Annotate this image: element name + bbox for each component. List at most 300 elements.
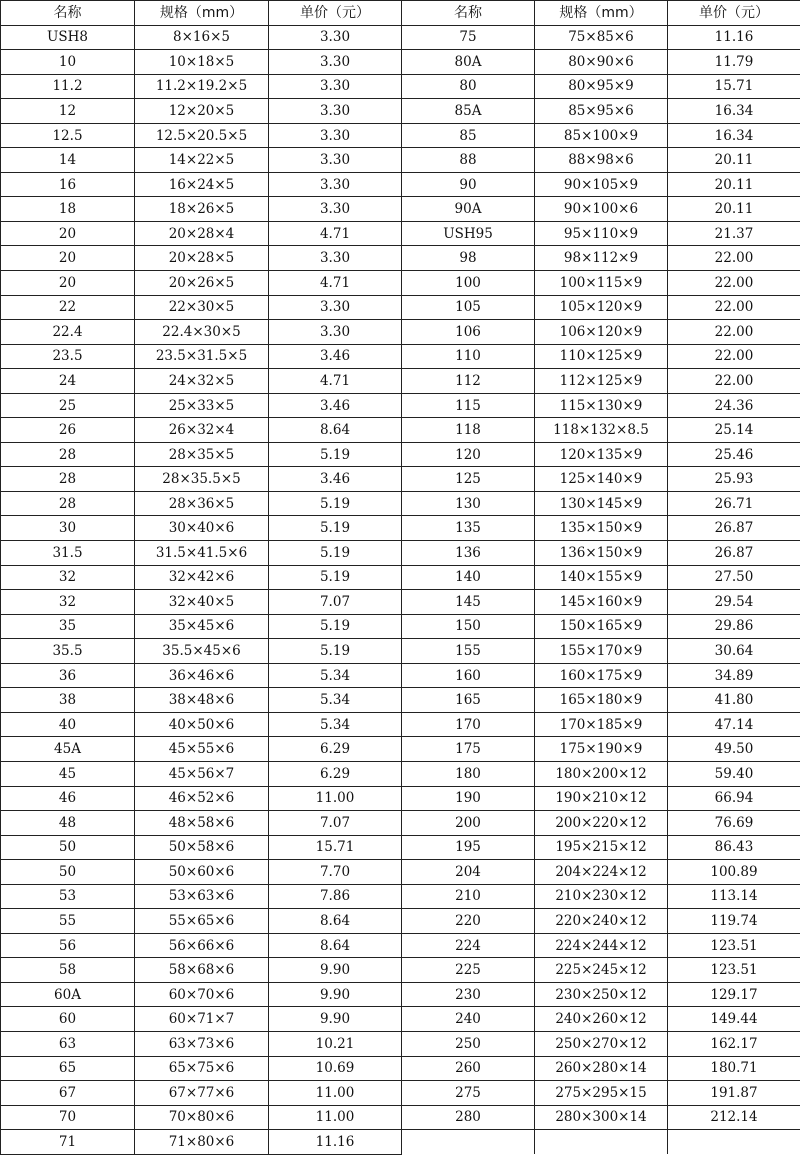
right-name-cell: 275	[402, 1081, 535, 1106]
table-row	[1, 933, 800, 958]
left-spec-cell: 30×40×6	[135, 516, 269, 541]
left-price-cell: 3.30	[269, 99, 402, 124]
left-spec-cell: 14×22×5	[135, 148, 269, 173]
right-name-cell: 106	[402, 320, 535, 345]
right-name-cell: 200	[402, 811, 535, 836]
right-name-cell: 140	[402, 565, 535, 590]
table-row	[1, 467, 800, 492]
right-name-cell: 85	[402, 123, 535, 148]
right-name-cell: 98	[402, 246, 535, 271]
right-name-cell: 105	[402, 295, 535, 320]
right-name-cell: 135	[402, 516, 535, 541]
table-row	[1, 1081, 800, 1106]
right-name-cell: 170	[402, 712, 535, 737]
left-name-cell: 32	[1, 565, 135, 590]
right-name-cell: 80A	[402, 50, 535, 75]
header-name-right: 名称	[402, 1, 535, 26]
left-spec-cell: 28×35.5×5	[135, 467, 269, 492]
right-price-cell: 20.11	[668, 172, 800, 197]
left-spec-cell: 65×75×6	[135, 1056, 269, 1081]
table-row	[1, 491, 800, 516]
right-price-cell: 47.14	[668, 712, 800, 737]
left-name-cell: 31.5	[1, 541, 135, 566]
left-spec-cell: 26×32×4	[135, 418, 269, 443]
table-row	[1, 246, 800, 271]
right-price-cell: 11.16	[668, 25, 800, 50]
right-name-cell: 155	[402, 639, 535, 664]
left-name-cell: 23.5	[1, 344, 135, 369]
left-price-cell: 11.16	[269, 1130, 402, 1155]
right-name-cell: 204	[402, 860, 535, 885]
left-spec-cell: 36×46×6	[135, 663, 269, 688]
left-spec-cell: 16×24×5	[135, 172, 269, 197]
right-name-cell: 130	[402, 491, 535, 516]
left-spec-cell: 25×33×5	[135, 393, 269, 418]
right-name-cell: 90A	[402, 197, 535, 222]
left-spec-cell: 20×28×5	[135, 246, 269, 271]
right-spec-cell: 80×95×9	[535, 74, 668, 99]
left-name-cell: 60	[1, 1007, 135, 1032]
left-price-cell: 7.70	[269, 860, 402, 885]
right-spec-cell: 118×132×8.5	[535, 418, 668, 443]
right-name-cell: 240	[402, 1007, 535, 1032]
left-spec-cell: 22×30×5	[135, 295, 269, 320]
right-name-cell: 145	[402, 590, 535, 615]
left-name-cell: 28	[1, 467, 135, 492]
table-row	[1, 884, 800, 909]
left-name-cell: 20	[1, 271, 135, 296]
left-price-cell: 3.30	[269, 172, 402, 197]
table-row	[1, 148, 800, 173]
table-body	[1, 25, 800, 1154]
right-spec-cell: 110×125×9	[535, 344, 668, 369]
right-name-cell: 250	[402, 1031, 535, 1056]
right-name-cell: 112	[402, 369, 535, 394]
right-spec-cell: 85×95×6	[535, 99, 668, 124]
table-row	[1, 197, 800, 222]
right-spec-cell: 180×200×12	[535, 761, 668, 786]
left-price-cell: 9.90	[269, 958, 402, 983]
left-name-cell: 50	[1, 860, 135, 885]
left-spec-cell: 32×42×6	[135, 565, 269, 590]
left-spec-cell: 60×70×6	[135, 982, 269, 1007]
left-spec-cell: 11.2×19.2×5	[135, 74, 269, 99]
left-price-cell: 7.07	[269, 590, 402, 615]
left-name-cell: 36	[1, 663, 135, 688]
left-spec-cell: 38×48×6	[135, 688, 269, 713]
right-spec-cell: 210×230×12	[535, 884, 668, 909]
left-price-cell: 3.30	[269, 148, 402, 173]
right-spec-cell: 204×224×12	[535, 860, 668, 885]
left-price-cell: 3.30	[269, 25, 402, 50]
right-price-cell: 66.94	[668, 786, 800, 811]
right-spec-cell: 130×145×9	[535, 491, 668, 516]
table-row	[1, 123, 800, 148]
right-price-cell: 21.37	[668, 221, 800, 246]
left-price-cell: 15.71	[269, 835, 402, 860]
left-price-cell: 3.30	[269, 295, 402, 320]
left-name-cell: 28	[1, 491, 135, 516]
table-row	[1, 1056, 800, 1081]
left-price-cell: 11.00	[269, 786, 402, 811]
right-name-cell: 224	[402, 933, 535, 958]
left-price-cell: 3.30	[269, 74, 402, 99]
left-price-cell: 8.64	[269, 933, 402, 958]
table-row	[1, 909, 800, 934]
table-row	[1, 74, 800, 99]
left-name-cell: 45	[1, 761, 135, 786]
header-spec-right: 规格（mm）	[535, 1, 668, 26]
right-price-cell: 100.89	[668, 860, 800, 885]
table-row	[1, 761, 800, 786]
right-spec-cell: 140×155×9	[535, 565, 668, 590]
right-name-cell: 160	[402, 663, 535, 688]
left-name-cell: 28	[1, 442, 135, 467]
left-price-cell: 6.29	[269, 737, 402, 762]
right-spec-cell: 175×190×9	[535, 737, 668, 762]
right-spec-cell: 136×150×9	[535, 541, 668, 566]
left-name-cell: 12.5	[1, 123, 135, 148]
header-price-right: 单价（元）	[668, 1, 800, 26]
right-price-cell: 25.46	[668, 442, 800, 467]
left-name-cell: 35.5	[1, 639, 135, 664]
right-price-cell: 24.36	[668, 393, 800, 418]
right-price-cell: 22.00	[668, 320, 800, 345]
left-spec-cell: 12.5×20.5×5	[135, 123, 269, 148]
right-spec-cell: 75×85×6	[535, 25, 668, 50]
left-name-cell: 58	[1, 958, 135, 983]
empty-cell	[668, 1130, 800, 1155]
left-price-cell: 5.19	[269, 614, 402, 639]
table-row	[1, 1130, 800, 1155]
right-price-cell: 30.64	[668, 639, 800, 664]
right-spec-cell: 85×100×9	[535, 123, 668, 148]
right-spec-cell: 160×175×9	[535, 663, 668, 688]
table-row	[1, 737, 800, 762]
table-row	[1, 688, 800, 713]
right-name-cell: 195	[402, 835, 535, 860]
right-name-cell: 125	[402, 467, 535, 492]
left-price-cell: 3.30	[269, 320, 402, 345]
left-name-cell: 53	[1, 884, 135, 909]
table-row	[1, 295, 800, 320]
table-row	[1, 1007, 800, 1032]
right-price-cell: 27.50	[668, 565, 800, 590]
table-row	[1, 320, 800, 345]
right-spec-cell: 106×120×9	[535, 320, 668, 345]
left-price-cell: 4.71	[269, 369, 402, 394]
left-name-cell: 25	[1, 393, 135, 418]
left-price-cell: 5.19	[269, 442, 402, 467]
left-name-cell: 20	[1, 246, 135, 271]
left-spec-cell: 50×58×6	[135, 835, 269, 860]
left-name-cell: 38	[1, 688, 135, 713]
left-price-cell: 10.21	[269, 1031, 402, 1056]
right-spec-cell: 80×90×6	[535, 50, 668, 75]
left-spec-cell: 35.5×45×6	[135, 639, 269, 664]
right-price-cell: 25.14	[668, 418, 800, 443]
right-spec-cell: 135×150×9	[535, 516, 668, 541]
right-name-cell: 115	[402, 393, 535, 418]
right-price-cell: 25.93	[668, 467, 800, 492]
left-spec-cell: 58×68×6	[135, 958, 269, 983]
right-spec-cell: 230×250×12	[535, 982, 668, 1007]
right-price-cell: 180.71	[668, 1056, 800, 1081]
left-spec-cell: 28×36×5	[135, 491, 269, 516]
left-spec-cell: 20×26×5	[135, 271, 269, 296]
left-spec-cell: 70×80×6	[135, 1105, 269, 1130]
left-spec-cell: 45×56×7	[135, 761, 269, 786]
table-row	[1, 221, 800, 246]
left-spec-cell: 32×40×5	[135, 590, 269, 615]
right-price-cell: 41.80	[668, 688, 800, 713]
right-price-cell: 26.87	[668, 516, 800, 541]
left-name-cell: 22	[1, 295, 135, 320]
right-price-cell: 59.40	[668, 761, 800, 786]
left-name-cell: 10	[1, 50, 135, 75]
right-name-cell: 75	[402, 25, 535, 50]
right-spec-cell: 98×112×9	[535, 246, 668, 271]
table-row	[1, 50, 800, 75]
table-row	[1, 271, 800, 296]
left-spec-cell: 55×65×6	[135, 909, 269, 934]
right-price-cell: 49.50	[668, 737, 800, 762]
table-row	[1, 393, 800, 418]
table-row	[1, 541, 800, 566]
left-spec-cell: 56×66×6	[135, 933, 269, 958]
right-name-cell: 118	[402, 418, 535, 443]
right-name-cell: 225	[402, 958, 535, 983]
table-row	[1, 614, 800, 639]
left-name-cell: 71	[1, 1130, 135, 1155]
left-spec-cell: 60×71×7	[135, 1007, 269, 1032]
right-spec-cell: 120×135×9	[535, 442, 668, 467]
left-spec-cell: 46×52×6	[135, 786, 269, 811]
left-name-cell: 63	[1, 1031, 135, 1056]
left-spec-cell: 23.5×31.5×5	[135, 344, 269, 369]
right-spec-cell: 275×295×15	[535, 1081, 668, 1106]
left-name-cell: 46	[1, 786, 135, 811]
right-spec-cell: 105×120×9	[535, 295, 668, 320]
left-name-cell: 50	[1, 835, 135, 860]
right-name-cell: 88	[402, 148, 535, 173]
left-spec-cell: 18×26×5	[135, 197, 269, 222]
right-price-cell: 162.17	[668, 1031, 800, 1056]
right-price-cell: 191.87	[668, 1081, 800, 1106]
left-price-cell: 4.71	[269, 271, 402, 296]
right-price-cell: 29.54	[668, 590, 800, 615]
header-price-left: 单价（元）	[269, 1, 402, 26]
right-name-cell: 136	[402, 541, 535, 566]
left-price-cell: 5.34	[269, 712, 402, 737]
right-price-cell: 123.51	[668, 933, 800, 958]
left-price-cell: 3.46	[269, 393, 402, 418]
right-price-cell: 11.79	[668, 50, 800, 75]
right-spec-cell: 90×100×6	[535, 197, 668, 222]
left-spec-cell: 48×58×6	[135, 811, 269, 836]
left-name-cell: 18	[1, 197, 135, 222]
left-spec-cell: 53×63×6	[135, 884, 269, 909]
right-spec-cell: 100×115×9	[535, 271, 668, 296]
left-name-cell: 40	[1, 712, 135, 737]
left-spec-cell: 22.4×30×5	[135, 320, 269, 345]
right-spec-cell: 220×240×12	[535, 909, 668, 934]
left-name-cell: 11.2	[1, 74, 135, 99]
left-name-cell: 56	[1, 933, 135, 958]
left-price-cell: 8.64	[269, 909, 402, 934]
table-row	[1, 99, 800, 124]
left-spec-cell: 28×35×5	[135, 442, 269, 467]
right-name-cell: 90	[402, 172, 535, 197]
right-price-cell: 20.11	[668, 197, 800, 222]
table-row	[1, 172, 800, 197]
left-price-cell: 5.19	[269, 639, 402, 664]
left-price-cell: 5.19	[269, 565, 402, 590]
left-price-cell: 6.29	[269, 761, 402, 786]
right-price-cell: 26.87	[668, 541, 800, 566]
right-name-cell: 260	[402, 1056, 535, 1081]
right-price-cell: 20.11	[668, 148, 800, 173]
right-spec-cell: 90×105×9	[535, 172, 668, 197]
table-row	[1, 418, 800, 443]
right-name-cell: 175	[402, 737, 535, 762]
right-spec-cell: 145×160×9	[535, 590, 668, 615]
left-name-cell: 48	[1, 811, 135, 836]
right-spec-cell: 280×300×14	[535, 1105, 668, 1130]
right-spec-cell: 170×185×9	[535, 712, 668, 737]
right-name-cell: 165	[402, 688, 535, 713]
left-price-cell: 11.00	[269, 1081, 402, 1106]
left-name-cell: 55	[1, 909, 135, 934]
right-price-cell: 22.00	[668, 246, 800, 271]
left-price-cell: 7.86	[269, 884, 402, 909]
right-price-cell: 123.51	[668, 958, 800, 983]
left-price-cell: 5.19	[269, 491, 402, 516]
left-name-cell: 32	[1, 590, 135, 615]
right-spec-cell: 250×270×12	[535, 1031, 668, 1056]
header-spec-left: 规格（mm）	[135, 1, 269, 26]
left-price-cell: 8.64	[269, 418, 402, 443]
table-row	[1, 712, 800, 737]
right-name-cell: 230	[402, 982, 535, 1007]
table-row	[1, 590, 800, 615]
left-spec-cell: 12×20×5	[135, 99, 269, 124]
table-row	[1, 958, 800, 983]
right-name-cell: 100	[402, 271, 535, 296]
header-row	[1, 1, 800, 26]
right-name-cell: 280	[402, 1105, 535, 1130]
right-spec-cell: 125×140×9	[535, 467, 668, 492]
left-spec-cell: 67×77×6	[135, 1081, 269, 1106]
right-price-cell: 212.14	[668, 1105, 800, 1130]
right-name-cell: 80	[402, 74, 535, 99]
left-name-cell: 35	[1, 614, 135, 639]
right-name-cell: 110	[402, 344, 535, 369]
left-spec-cell: 24×32×5	[135, 369, 269, 394]
left-price-cell: 3.46	[269, 467, 402, 492]
left-spec-cell: 10×18×5	[135, 50, 269, 75]
right-price-cell: 16.34	[668, 99, 800, 124]
left-spec-cell: 20×28×4	[135, 221, 269, 246]
left-spec-cell: 35×45×6	[135, 614, 269, 639]
right-name-cell: 190	[402, 786, 535, 811]
right-spec-cell: 165×180×9	[535, 688, 668, 713]
right-price-cell: 22.00	[668, 295, 800, 320]
table-row	[1, 369, 800, 394]
right-price-cell: 76.69	[668, 811, 800, 836]
left-name-cell: 12	[1, 99, 135, 124]
right-spec-cell: 225×245×12	[535, 958, 668, 983]
right-name-cell: 120	[402, 442, 535, 467]
right-spec-cell: 190×210×12	[535, 786, 668, 811]
right-price-cell: 29.86	[668, 614, 800, 639]
table-row	[1, 663, 800, 688]
left-price-cell: 9.90	[269, 1007, 402, 1032]
left-name-cell: 26	[1, 418, 135, 443]
right-spec-cell: 200×220×12	[535, 811, 668, 836]
left-price-cell: 5.34	[269, 663, 402, 688]
right-price-cell: 15.71	[668, 74, 800, 99]
left-spec-cell: 31.5×41.5×6	[135, 541, 269, 566]
table-row	[1, 442, 800, 467]
right-price-cell: 22.00	[668, 344, 800, 369]
right-price-cell: 22.00	[668, 369, 800, 394]
left-name-cell: 65	[1, 1056, 135, 1081]
right-spec-cell: 155×170×9	[535, 639, 668, 664]
right-name-cell: USH95	[402, 221, 535, 246]
right-spec-cell: 95×110×9	[535, 221, 668, 246]
left-spec-cell: 40×50×6	[135, 712, 269, 737]
empty-cell	[402, 1130, 535, 1155]
left-name-cell: USH8	[1, 25, 135, 50]
right-price-cell: 34.89	[668, 663, 800, 688]
left-name-cell: 22.4	[1, 320, 135, 345]
right-spec-cell: 112×125×9	[535, 369, 668, 394]
left-spec-cell: 71×80×6	[135, 1130, 269, 1155]
header-name-left: 名称	[1, 1, 135, 26]
left-spec-cell: 63×73×6	[135, 1031, 269, 1056]
table-row	[1, 811, 800, 836]
left-name-cell: 60A	[1, 982, 135, 1007]
right-spec-cell: 240×260×12	[535, 1007, 668, 1032]
left-name-cell: 14	[1, 148, 135, 173]
right-spec-cell: 224×244×12	[535, 933, 668, 958]
right-spec-cell: 88×98×6	[535, 148, 668, 173]
right-name-cell: 210	[402, 884, 535, 909]
empty-cell	[535, 1130, 668, 1155]
left-name-cell: 16	[1, 172, 135, 197]
left-price-cell: 9.90	[269, 982, 402, 1007]
right-name-cell: 150	[402, 614, 535, 639]
left-name-cell: 30	[1, 516, 135, 541]
table-row	[1, 516, 800, 541]
table-row	[1, 835, 800, 860]
left-spec-cell: 8×16×5	[135, 25, 269, 50]
left-name-cell: 20	[1, 221, 135, 246]
left-price-cell: 3.30	[269, 197, 402, 222]
right-spec-cell: 260×280×14	[535, 1056, 668, 1081]
right-price-cell: 86.43	[668, 835, 800, 860]
left-price-cell: 10.69	[269, 1056, 402, 1081]
right-price-cell: 119.74	[668, 909, 800, 934]
left-price-cell: 4.71	[269, 221, 402, 246]
right-price-cell: 22.00	[668, 271, 800, 296]
right-spec-cell: 115×130×9	[535, 393, 668, 418]
table-row	[1, 860, 800, 885]
right-name-cell: 220	[402, 909, 535, 934]
table-row	[1, 639, 800, 664]
table-row	[1, 786, 800, 811]
